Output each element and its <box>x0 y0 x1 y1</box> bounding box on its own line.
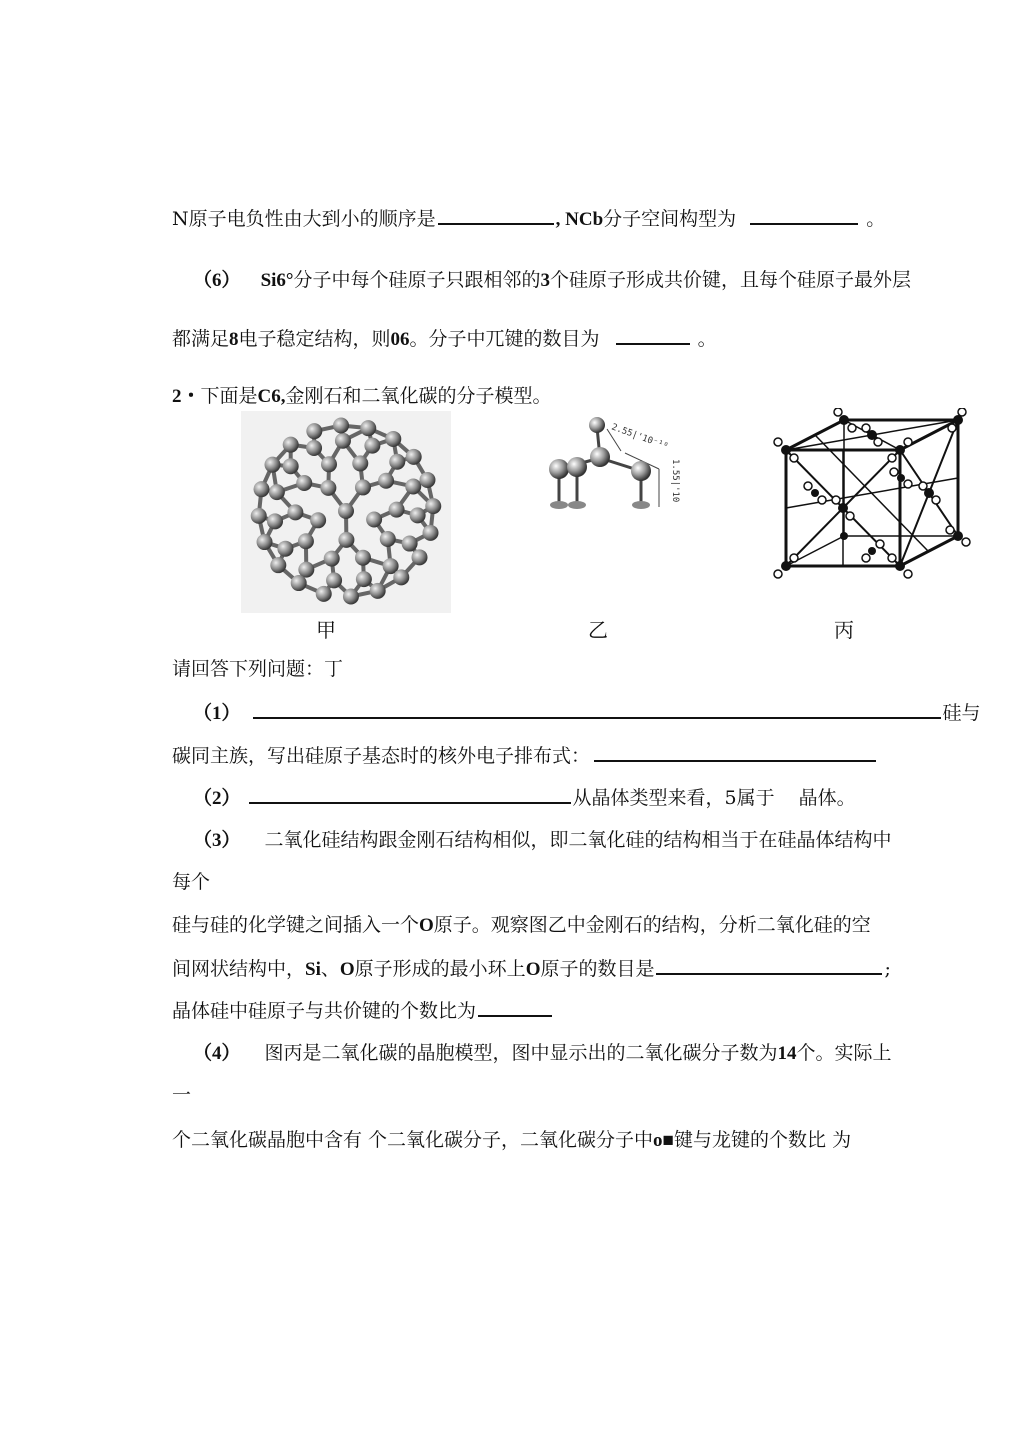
part-4-line-2: 一 <box>172 1084 192 1106</box>
text: 个二氧化碳晶胞中含有 个二氧化碳分子，二氧化碳分子中 <box>172 1129 654 1151</box>
text: 原子。观察图乙中金刚石的结构，分析二氧化硅的空 <box>433 914 871 936</box>
part-2-line <box>193 784 856 812</box>
question-6-line-2 <box>172 325 717 353</box>
text: 个硅原子形成共价键，且每个硅原子最外层 <box>550 269 912 291</box>
question-number: （1） <box>193 703 241 724</box>
question-number: （2） <box>193 788 241 809</box>
text: 原子的数目是 <box>540 958 655 980</box>
height-label: 1.55|'10 <box>670 459 680 503</box>
formula: , NCb <box>555 209 604 230</box>
answer-blank[interactable] <box>438 205 554 225</box>
question-number: （6） <box>193 270 241 291</box>
question-number: （3） <box>193 830 241 851</box>
text: 原子形成的最小环上 <box>354 958 526 980</box>
part-1-line-1 <box>193 699 981 727</box>
answer-blank[interactable] <box>478 997 552 1017</box>
text: 碳同主族，写出硅原子基态时的核外电子排布式： <box>172 745 591 767</box>
text: ; <box>884 958 891 980</box>
text: 硅与硅的化学键之间插入一个 <box>172 914 420 936</box>
fullerene-figure <box>241 411 451 613</box>
text: 分子空间构型为 <box>603 208 737 230</box>
number: 3 <box>540 270 551 291</box>
part-3-line-2: 每个 <box>172 871 211 893</box>
answer-blank[interactable] <box>594 742 876 762</box>
answer-blank[interactable] <box>750 205 858 225</box>
formula: Si6° <box>260 270 294 291</box>
symbol: O <box>419 915 434 936</box>
question-6-line-1 <box>193 267 911 294</box>
part-1-line-2 <box>172 742 878 769</box>
part-3-line-1 <box>193 827 892 854</box>
questions-prompt: 请回答下列问题：丁 <box>172 658 344 680</box>
text: N原子电负性由大到小的顺序是 <box>172 208 436 230</box>
text-line-electronegativity <box>172 205 885 233</box>
text: 从晶体类型来看，5属于 <box>572 787 775 809</box>
text: 分子中每个硅原子只跟相邻的 <box>293 269 541 291</box>
symbol: o■ <box>653 1130 675 1151</box>
text: 电子稳定结构，则 <box>238 328 391 350</box>
text: 键与龙键的个数比 为 <box>674 1129 852 1151</box>
answer-blank[interactable] <box>253 699 941 719</box>
text: 、 <box>320 958 340 980</box>
question-2-intro <box>172 383 552 410</box>
answer-blank[interactable] <box>656 955 882 975</box>
text: 二氧化硅结构跟金刚石结构相似，即二氧化硅的结构相当于在硅晶体结构中 <box>264 829 892 851</box>
number: 14 <box>777 1043 797 1064</box>
text: 下面是 <box>200 385 258 407</box>
diamond-figure <box>545 415 695 515</box>
question-number: （4） <box>193 1043 241 1064</box>
text: 晶体硅中硅原子与共价键的个数比为 <box>172 1000 477 1022</box>
question-number: 2・ <box>172 386 201 407</box>
figure-label-bing: 丙 <box>834 618 854 642</box>
number: 8 <box>229 329 239 350</box>
co2-unit-cell-figure <box>768 408 973 580</box>
symbol: O <box>525 959 541 980</box>
symbol: Si <box>305 959 321 980</box>
part-4-line-3 <box>172 1127 851 1154</box>
text: 。 <box>697 328 717 350</box>
part-3-line-3 <box>172 912 871 939</box>
formula: C6, <box>257 386 286 407</box>
text: 硅与 <box>942 702 981 724</box>
formula: 06 <box>390 329 410 350</box>
answer-blank[interactable] <box>249 784 571 804</box>
symbol: O <box>339 959 355 980</box>
text: 金刚石和二氧化碳的分子模型。 <box>285 385 552 407</box>
text: 。 <box>866 208 886 230</box>
text: 间网状结构中， <box>172 958 306 980</box>
part-3-line-5 <box>172 997 554 1024</box>
part-3-line-4 <box>172 955 891 983</box>
figure-label-yi: 乙 <box>588 618 608 642</box>
text: 个。实际上 <box>796 1042 892 1064</box>
text: 。分子中兀键的数目为 <box>409 328 600 350</box>
answer-blank[interactable] <box>616 325 690 345</box>
text: 晶体。 <box>798 787 856 809</box>
figure-label-jia: 甲 <box>316 618 336 642</box>
text: 图丙是二氧化碳的晶胞模型，图中显示出的二氧化碳分子数为 <box>264 1042 778 1064</box>
part-4-line-1 <box>193 1040 892 1067</box>
bond-length-label: 2.55|'10⁻¹⁰ <box>609 422 670 453</box>
text: 都满足 <box>172 328 230 350</box>
